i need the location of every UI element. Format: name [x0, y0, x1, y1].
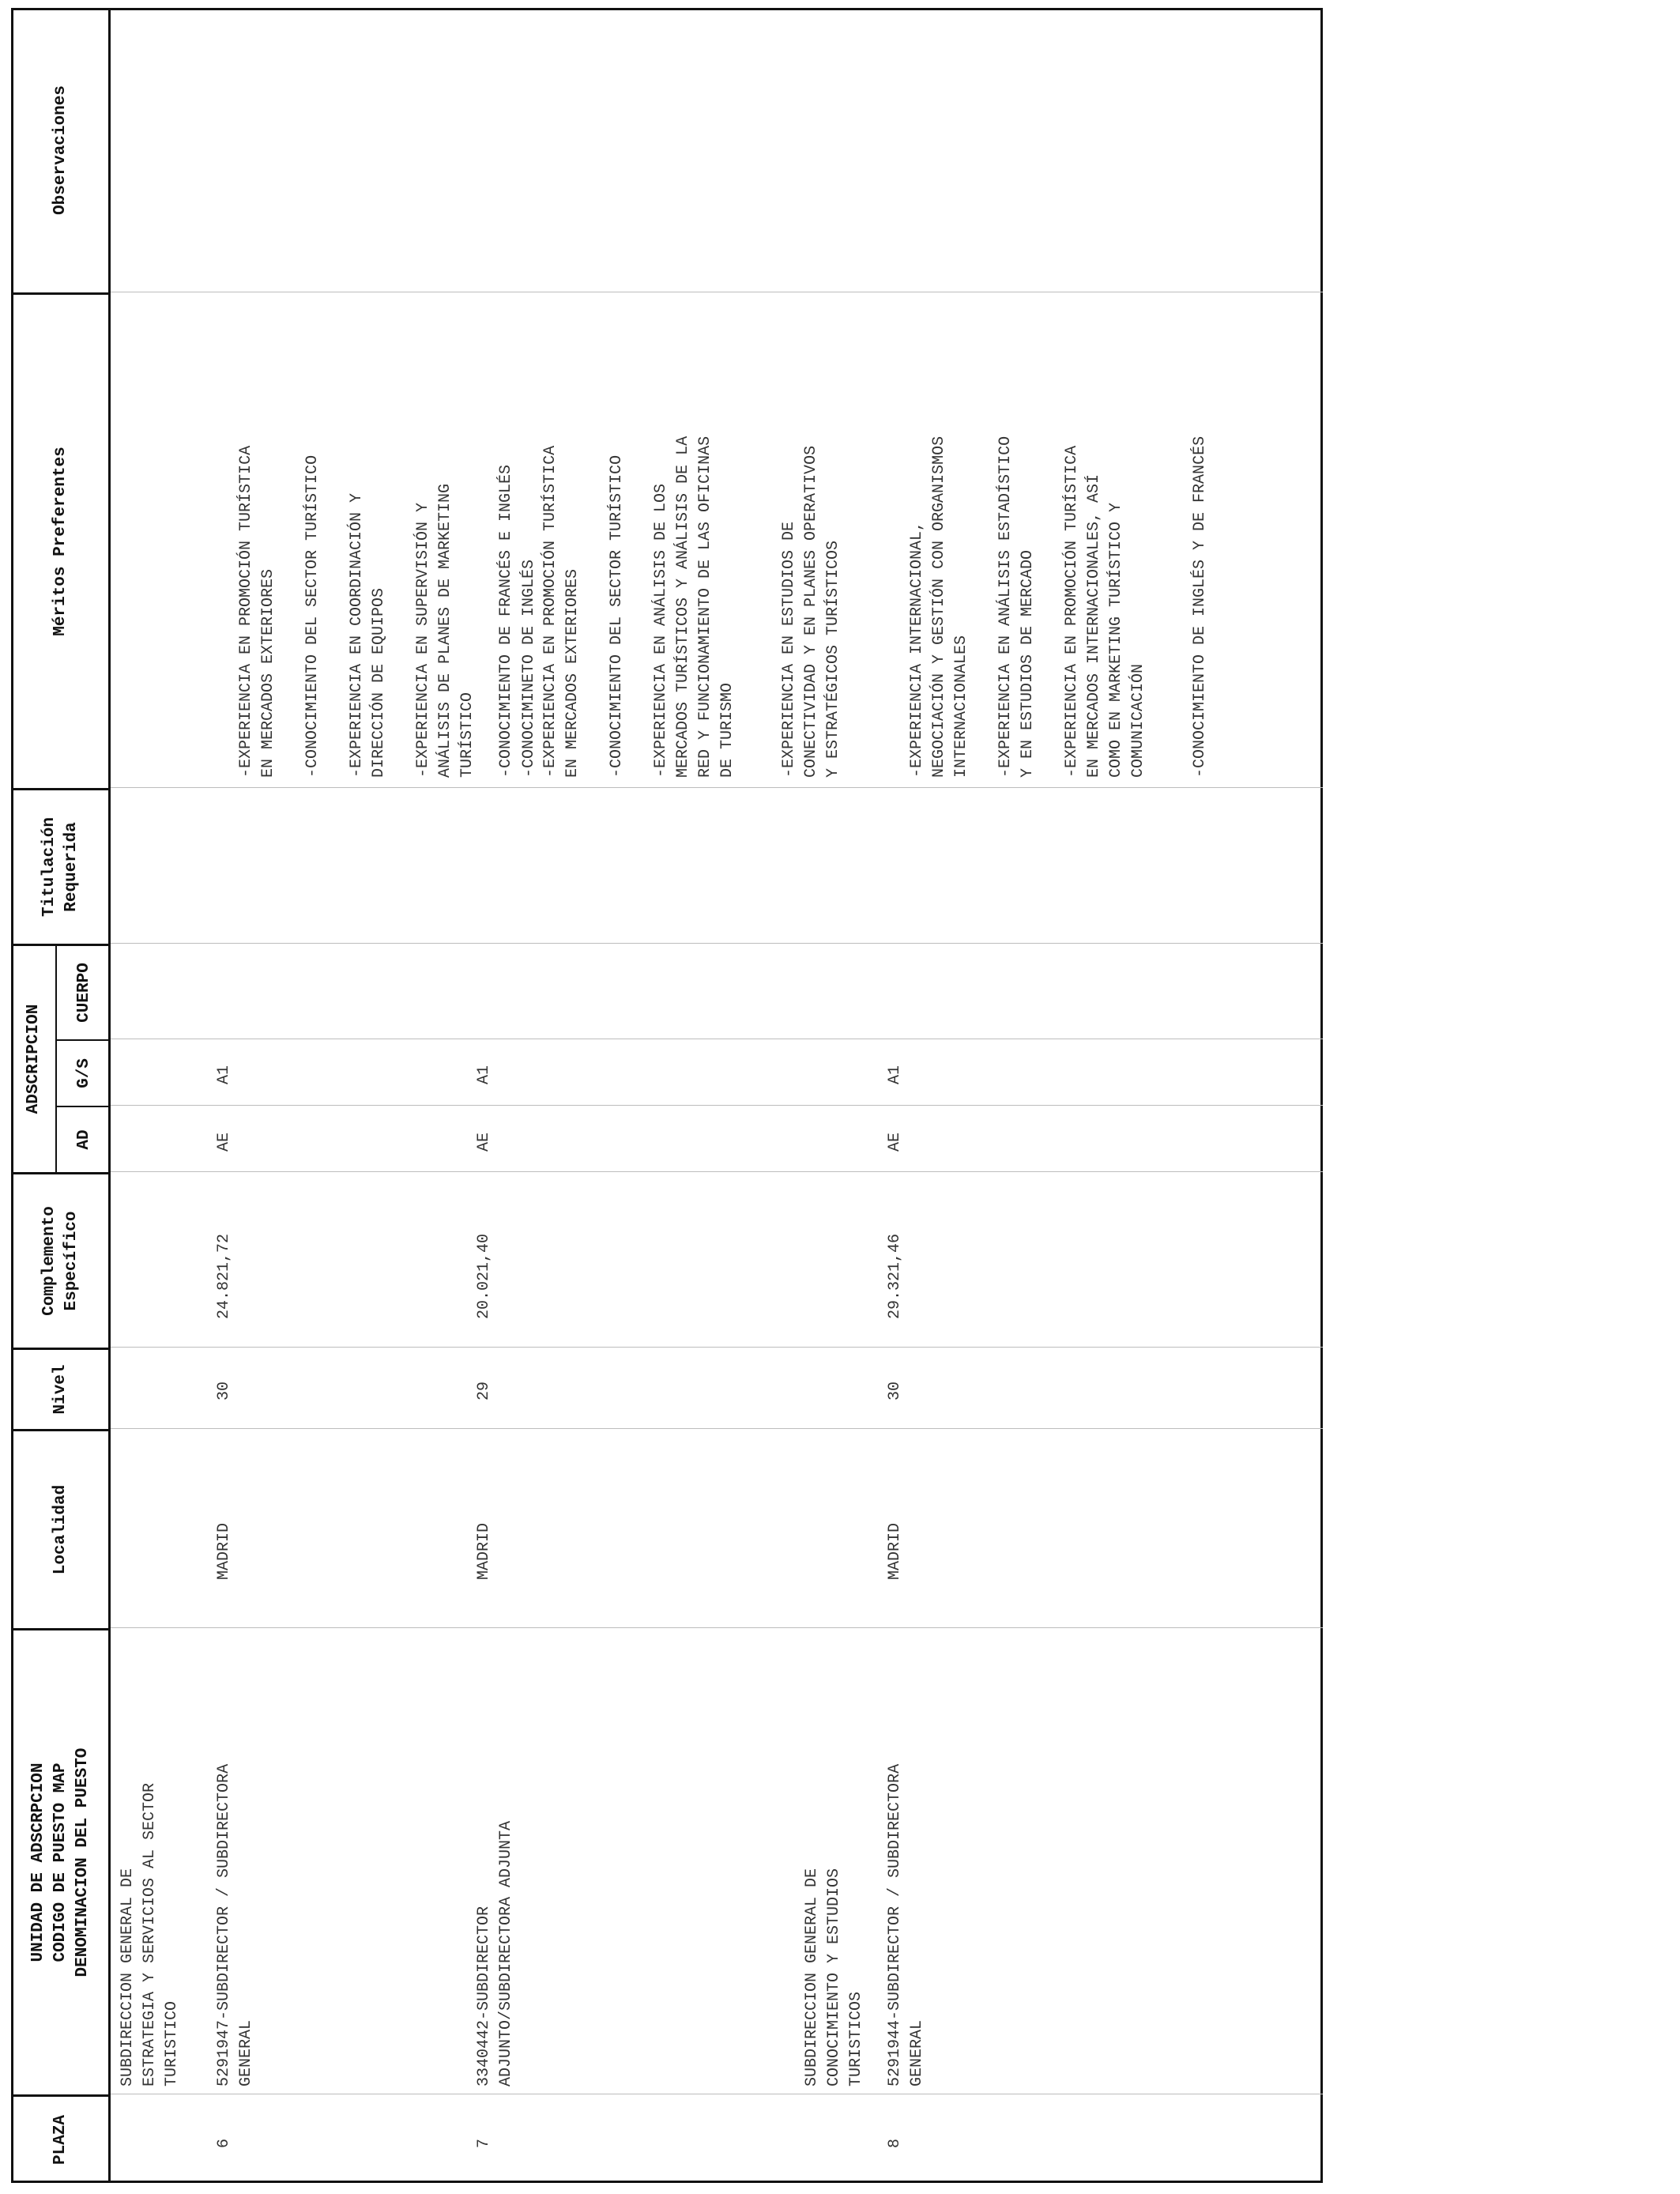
merito-item: -EXPERIENCIA EN ANÁLISIS ESTADÍSTICO Y EN ESTUDIOS DE MERCADO — [996, 435, 1037, 778]
puesto-name: 5291944-SUBDIRECTOR / SUBDIRECTORA GENERAL — [886, 1763, 926, 2087]
merito-item: -CONOCIMIENTO DE INGLÉS Y DE FRANCÉS — [1191, 435, 1209, 778]
column-divider — [111, 1428, 1323, 1429]
column-divider — [111, 787, 1323, 788]
puesto-name: 5291947-SUBDIRECTOR / SUBDIRECTORA GENERAL — [215, 1763, 255, 2087]
complemento-value: 20.021,40 — [475, 1233, 493, 1319]
merito-item: -CONOCIMIENTO DEL SECTOR TURÍSTICO — [303, 454, 322, 778]
header-complemento: Complemento Específico — [11, 1172, 111, 1348]
ad-value: AE — [475, 1132, 493, 1152]
column-divider — [111, 1105, 1323, 1106]
localidad-value: MADRID — [215, 1522, 233, 1580]
nivel-value: 30 — [215, 1381, 233, 1400]
meritos-list — [473, 296, 867, 778]
merito-item: -EXPERIENCIA EN PROMOCIÓN TURÍSTICA EN MERCADOS EXTERIORES — [541, 445, 582, 778]
column-divider — [111, 1171, 1323, 1172]
column-divider — [111, 1347, 1323, 1348]
rotated-page — [11, 8, 1323, 2183]
plaza-number: 6 — [215, 2138, 233, 2148]
header-plaza: PLAZA — [11, 2094, 111, 2183]
header-gs: G/S — [57, 1039, 111, 1106]
merito-item: -EXPERIENCIA EN PROMOCIÓN TURÍSTICA EN MERCADOS INTERNACIONALES, ASÍ COMO EN MARKETING TURÍSTICO Y COMUNICACIÓN — [1063, 445, 1147, 778]
header-localidad: Localidad — [11, 1429, 111, 1628]
header-titulacion: Titulación Requerida — [11, 788, 111, 944]
column-divider — [111, 1627, 1323, 1628]
ad-value: AE — [886, 1132, 904, 1152]
nivel-value: 30 — [886, 1381, 904, 1400]
merito-item: -CONOCIMINETO DE INGLÉS — [520, 559, 538, 778]
merito-item: -CONOCIMIENTO DE FRANCÉS E INGLÉS — [497, 464, 515, 778]
merito-item: -EXPERIENCIA EN PROMOCIÓN TURÍSTICA EN MERCADOS EXTERIORES — [237, 445, 277, 778]
unit-heading: SUBDIRECCION GENERAL DE CONOCIMIENTO Y ESTUDIOS TURISTICOS — [803, 1868, 865, 2087]
plaza-number: 7 — [475, 2138, 493, 2148]
puesto-name: 3340442-SUBDIRECTOR ADJUNTO/SUBDIRECTORA ADJUNTA — [475, 1820, 515, 2087]
ad-value: AE — [215, 1132, 233, 1152]
header-unidad: UNIDAD DE ADSCRPCION CODIGO DE PUESTO MAP DENOMINACION DEL PUESTO — [11, 1628, 111, 2094]
header-cuerpo: CUERPO — [57, 944, 111, 1039]
header-nivel: Nivel — [11, 1348, 111, 1429]
plaza-number: 8 — [886, 2138, 904, 2148]
merito-item: -CONOCIMIENTO DEL SECTOR TURÍSTICO — [608, 454, 626, 778]
merito-item: -EXPERIENCIA EN ESTUDIOS DE CONECTIVIDAD Y EN PLANES OPERATIVOS Y ESTRATÉGICOS TURÍSTICOS — [780, 445, 842, 778]
table-header — [11, 8, 111, 2183]
complemento-value: 24.821,72 — [215, 1233, 233, 1319]
merito-item: -EXPERIENCIA EN ANÁLISIS DE LOS MERCADOS TURÍSTICOS Y ANÁLISIS DE LA RED Y FUNCIONAMIENTO DE LAS OFICINAS DE TURISMO — [652, 435, 736, 778]
merito-item: -EXPERIENCIA EN COORDINACIÓN Y DIRECCIÓN DE EQUIPOS — [348, 492, 388, 778]
gs-value: A1 — [215, 1065, 233, 1084]
complemento-value: 29.321,46 — [886, 1233, 904, 1319]
meritos-list — [884, 296, 1234, 778]
gs-value: A1 — [886, 1065, 904, 1084]
header-meritos: Méritos Preferentes — [11, 292, 111, 788]
localidad-value: MADRID — [475, 1522, 493, 1580]
merito-item: -EXPERIENCIA EN SUPERVISIÓN Y ANÁLISIS DE PLANES DE MARKETING TURÍSTICO — [414, 483, 477, 778]
merito-item: -EXPERIENCIA INTERNACIONAL, NEGOCIACIÓN Y GESTIÓN CON ORGANISMOS INTERNACIONALES — [908, 435, 970, 778]
localidad-value: MADRID — [886, 1522, 904, 1580]
gs-value: A1 — [475, 1065, 493, 1084]
header-ad: AD — [57, 1106, 111, 1172]
nivel-value: 29 — [475, 1381, 493, 1400]
header-adscripcion: ADSCRIPCION — [11, 944, 57, 1172]
header-observaciones: Observaciones — [51, 85, 70, 215]
unit-heading: SUBDIRECCION GENERAL DE ESTRATEGIA Y SERVICIOS AL SECTOR TURISTICO — [119, 1782, 181, 2087]
column-divider — [111, 943, 1323, 944]
